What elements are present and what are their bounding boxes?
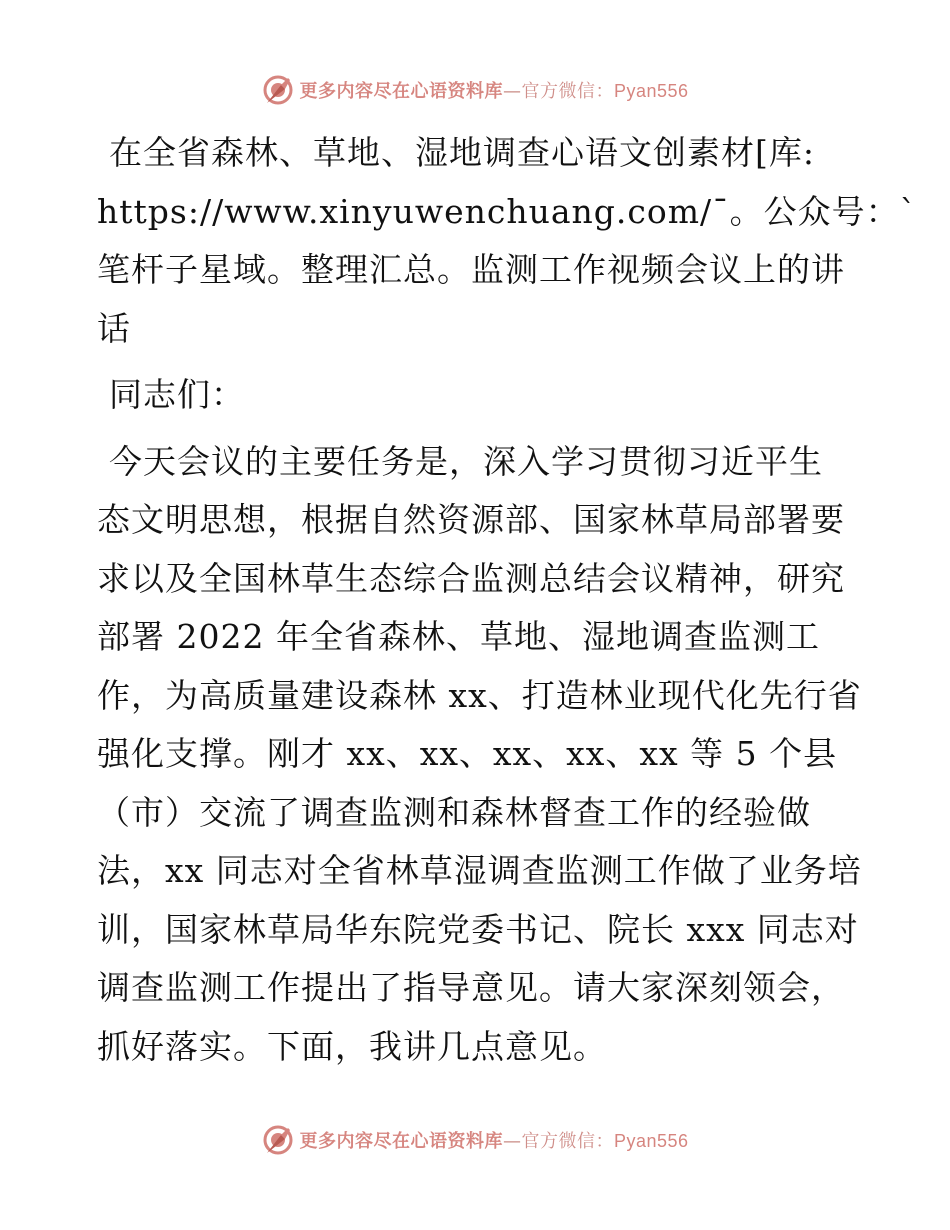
watermark-text (299, 77, 688, 103)
watermark-official-label: 官方微信： (521, 81, 614, 102)
body-line: 求以及全国林草生态综合监测总结会议精神，研究 (97, 558, 845, 598)
document-title (97, 124, 918, 358)
body-line: 强化支撑。刚才 xx、xx、xx、xx、xx 等 5 个县 (97, 734, 838, 773)
body-line: （市）交流了调查监测和森林督查工作的经验做 (97, 792, 811, 832)
body-line: 态文明思想，根据自然资源部、国家林草局部署要 (97, 500, 845, 539)
watermark-text (299, 1127, 688, 1153)
title-line: 话 (97, 308, 131, 348)
watermark-account: Pyan556 (613, 81, 689, 101)
document-body (97, 124, 918, 1076)
watermark-official-label: 官方微信： (521, 1131, 614, 1152)
title-line: 笔杆子星域。整理汇总。监测工作视频会议上的讲 (97, 250, 845, 289)
body-line: 作，为高质量建设森林 xx、打造林业现代化先行省 (97, 675, 862, 715)
body-line: 抓好落实。下面，我讲几点意见。 (97, 1026, 607, 1066)
watermark-account: Pyan556 (613, 1131, 689, 1151)
title-line: https://www.xinyuwenchuang.com/¯。公众号：` (97, 191, 918, 231)
body-line: 今天会议的主要任务是，深入学习贯彻习近平生 (109, 441, 823, 481)
watermark-main-text: 更多内容尽在心语资料库 (299, 1131, 503, 1152)
watermark-separator: — (502, 1131, 522, 1152)
title-line: 在全省森林、草地、湿地调查心语文创素材[库: (109, 133, 815, 172)
body-line: 训，国家林草局华东院党委书记、院长 xxx 同志对 (97, 909, 859, 949)
body-line: 部署 2022 年全省森林、草地、湿地调查监测工 (97, 617, 820, 656)
watermark-main-text: 更多内容尽在心语资料库 (299, 81, 503, 102)
header-watermark-banner (0, 70, 950, 110)
watermark-separator: — (502, 81, 522, 102)
footer-watermark-banner (0, 1120, 950, 1160)
body-line: 法，xx 同志对全省林草湿调查监测工作做了业务培 (97, 851, 862, 890)
pen-logo-icon (261, 73, 295, 107)
salutation-text: 同志们： (109, 375, 245, 414)
body-line: 调查监测工作提出了指导意见。请大家深刻领会， (97, 968, 845, 1007)
salutation (97, 366, 857, 425)
pen-logo-icon (261, 1123, 295, 1157)
body-paragraph (97, 433, 862, 1077)
